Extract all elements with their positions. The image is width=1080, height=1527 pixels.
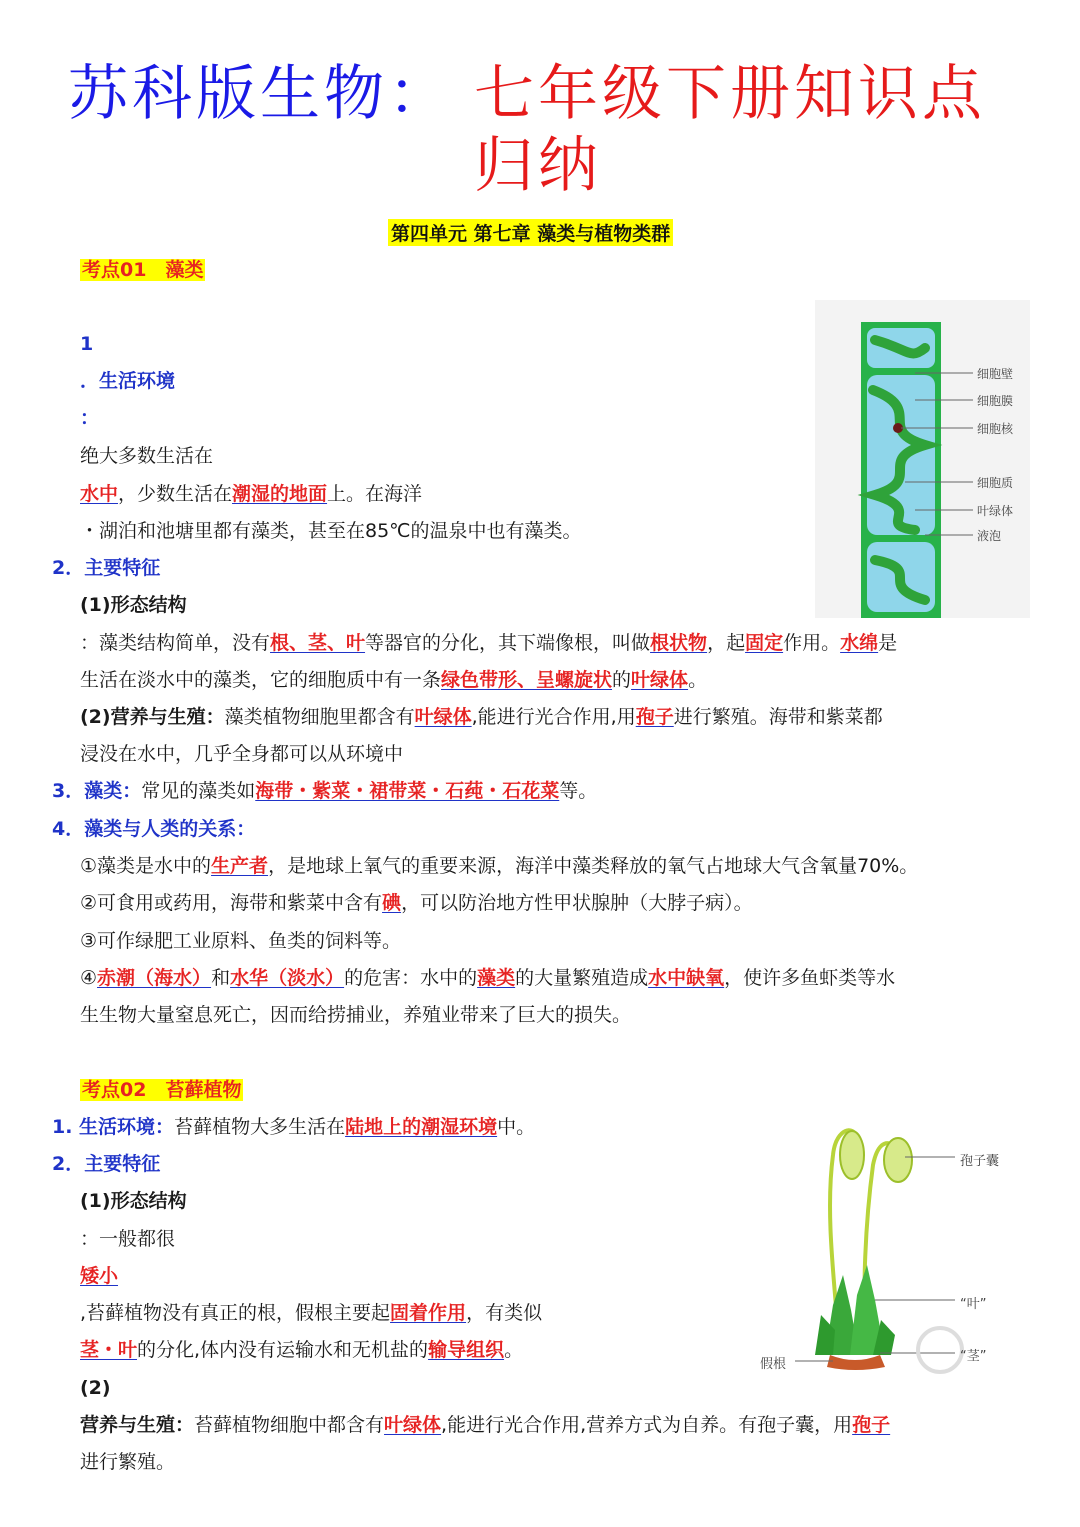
- t: 苔藓植物大多生活在: [174, 1116, 346, 1138]
- s1-env-b: [80, 481, 422, 507]
- t: ④: [80, 967, 98, 989]
- section2-label-text: 考点02 苔藓植物: [82, 1079, 242, 1101]
- s1-item2-title: 2．主要特征: [52, 557, 161, 579]
- t: ，是地球上氧气的重要来源，海洋中藻类释放的氧气占地球大气含氧量70%。: [268, 855, 919, 877]
- s2-sub1-line3: [80, 1300, 542, 1326]
- t: 的大量繁殖造成: [515, 967, 649, 989]
- section1-label: [80, 257, 205, 283]
- s2-sub1-line4: [80, 1337, 523, 1363]
- s1-sub1-line2: [80, 667, 707, 693]
- t: ②可食用或药用，海带和紫菜中含有: [80, 892, 383, 914]
- kw-conducting-tissue: 输导组织: [428, 1339, 505, 1361]
- kw-iodine: 碘: [382, 892, 402, 914]
- kw-chloroplast: 叶绿体: [631, 669, 689, 691]
- s2-sub1-a: ：一般都很: [80, 1228, 176, 1250]
- t: ①藻类是水中的: [80, 855, 212, 877]
- kw-spore: 孢子: [852, 1414, 891, 1436]
- fig2-label-leaf: “叶”: [960, 1297, 987, 1312]
- s2-item1: [52, 1114, 535, 1140]
- t: 的危害：水中的: [344, 967, 478, 989]
- section2-label: [80, 1077, 243, 1103]
- kw-anchoring: 固着作用: [390, 1302, 467, 1324]
- t: 进行繁殖。海带和紫菜都: [673, 706, 883, 728]
- item3-title: 3．藻类：: [52, 780, 142, 802]
- s1-env-c: ・湖泊和池塘里都有藻类，甚至在85℃的温泉中也有藻类。: [80, 520, 582, 542]
- t: 等器官的分化，其下端像根，叫做: [365, 632, 651, 654]
- t: 是: [878, 632, 898, 654]
- kw-algal-bloom: 水华（淡水）: [230, 967, 345, 989]
- t: 苔藓植物细胞中都含有: [194, 1414, 385, 1436]
- s1-sub2-line2: 浸没在水中，几乎全身都可以从环境中: [80, 743, 404, 765]
- chapter-heading: 第四单元 第七章 藻类与植物类群: [388, 219, 673, 246]
- s1-sub1-line1: [80, 630, 897, 656]
- fig1-label-cytoplasm: 细胞质: [977, 476, 1014, 490]
- t: 。: [688, 669, 708, 691]
- env-wet-ground: 潮湿的地面: [232, 483, 328, 505]
- fig1-label-cell-wall: 细胞壁: [977, 367, 1014, 381]
- t: 藻类植物细胞里都含有: [224, 706, 415, 728]
- fig1-label-chloroplast: 叶绿体: [977, 504, 1014, 518]
- s2-item2-title: 2．主要特征: [52, 1153, 161, 1175]
- fig1-label-nucleus: 细胞核: [977, 422, 1014, 436]
- t: 作用。: [783, 632, 841, 654]
- fig2-label-stem: “茎”: [960, 1349, 987, 1364]
- kw-hypoxia: 水中缺氧: [648, 967, 725, 989]
- s1-sub2-line1: [80, 704, 883, 730]
- s1-r4-line2: 生生物大量窒息死亡，因而给捞捕业，养殖业带来了巨大的损失。: [80, 1004, 632, 1026]
- section1-label-text: 考点01 藻类: [82, 259, 204, 281]
- s2-item1-title: 1. 生活环境：: [52, 1116, 175, 1138]
- s2-sub2-line1: [80, 1412, 890, 1438]
- kw-spore: 孢子: [635, 706, 674, 728]
- kw-chloroplast: 叶绿体: [384, 1414, 442, 1436]
- t: 中。: [497, 1116, 536, 1138]
- t: 和: [211, 967, 231, 989]
- t: 的: [612, 669, 632, 691]
- fig2-label-rhizoid: 假根: [760, 1357, 787, 1372]
- s1-r3: ③可作绿肥工业原料、鱼类的饲料等。: [80, 930, 402, 952]
- fig1-label-vacuole: 液泡: [977, 529, 1002, 543]
- s1-item1-num: 1: [80, 333, 94, 355]
- t: ，有类似: [466, 1302, 543, 1324]
- s1-r2: [80, 890, 753, 916]
- s1-item3: [52, 778, 597, 804]
- t: ，使许多鱼虾类等水: [724, 967, 896, 989]
- env-water: 水中: [80, 483, 119, 505]
- kw-spirogyra: 水绵: [840, 632, 879, 654]
- fig1-label-membrane: 细胞膜: [977, 394, 1014, 408]
- title-part1: 苏科版生物：: [68, 59, 452, 129]
- t: 的分化,体内没有运输水和无机盐的: [137, 1339, 429, 1361]
- t: 。: [504, 1339, 524, 1361]
- kw-spiral: 绿色带形、呈螺旋状: [441, 669, 613, 691]
- t: 生活在淡水中的藻类，它的细胞质中有一条: [80, 669, 442, 691]
- t: ,苔藓植物没有真正的根，假根主要起: [80, 1302, 391, 1324]
- fig2-label-capsule: 孢子囊: [960, 1154, 1000, 1169]
- kw-producer: 生产者: [211, 855, 269, 877]
- t: ，可以防治地方性甲状腺肿（大脖子病）。: [401, 892, 753, 914]
- kw-algae-list: 海带・紫菜・裙带菜・石莼・石花菜: [255, 780, 560, 802]
- s1-item1-colon: ：: [80, 407, 100, 429]
- t: 常见的藻类如: [141, 780, 256, 802]
- kw-chloroplast: 叶绿体: [414, 706, 472, 728]
- env-text: ，少数生活在: [118, 483, 233, 505]
- kw-root-stem-leaf: 根、茎、叶: [270, 632, 366, 654]
- title-part3: 归纳: [474, 131, 602, 201]
- s1-item1-title: ．生活环境: [80, 370, 176, 392]
- s1-r1: [80, 853, 918, 879]
- t: ：藻类结构简单，没有: [80, 632, 271, 654]
- kw-rhizoid: 根状物: [650, 632, 708, 654]
- s2-sub2-num: (2): [80, 1377, 111, 1399]
- title-part2: 七年级下册知识点: [474, 59, 986, 129]
- s2-sub2-line2: 进行繁殖。: [80, 1451, 176, 1473]
- sub2-title: (2)营养与生殖：: [80, 706, 225, 728]
- s1-item4-title: 4．藻类与人类的关系：: [52, 818, 256, 840]
- s1-r4: [80, 965, 895, 991]
- kw-short: 矮小: [80, 1265, 119, 1287]
- s1-sub1-title: (1)形态结构: [80, 594, 187, 616]
- s1-env-a: 绝大多数生活在: [80, 445, 214, 467]
- t: ,能进行光合作用,营养方式为自养。有孢子囊，用: [441, 1414, 853, 1436]
- env-text2: 上。在海洋: [327, 483, 423, 505]
- t: ,能进行光合作用,用: [471, 706, 636, 728]
- t: ，起: [707, 632, 746, 654]
- kw-stem-leaf: 茎・叶: [80, 1339, 138, 1361]
- spirogyra-figure: [815, 300, 1030, 618]
- s2-sub1-title: (1)形态结构: [80, 1190, 187, 1212]
- kw-moist-land: 陆地上的潮湿环境: [345, 1116, 498, 1138]
- t: 等。: [559, 780, 598, 802]
- kw-fixing: 固定: [745, 632, 784, 654]
- s2-sub2-title: 营养与生殖：: [80, 1414, 195, 1436]
- kw-algae: 藻类: [477, 967, 516, 989]
- kw-red-tide: 赤潮（海水）: [97, 967, 212, 989]
